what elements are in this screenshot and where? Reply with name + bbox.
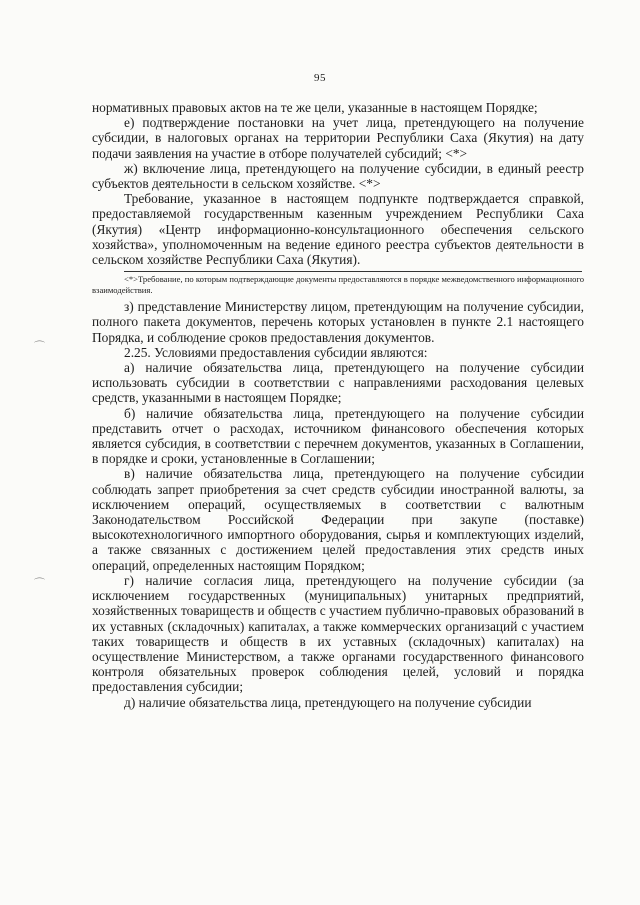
paragraph: 2.25. Условиями предоставления субсидии являются: <box>124 344 428 360</box>
page-number: 95 <box>314 72 326 84</box>
document-body <box>92 100 584 710</box>
paragraph: ж) включение лица, претендующего на получение субсидии, в единый реестр субъектов деятельности в сельском хозяйстве. <*> <box>92 160 584 192</box>
paragraph: д) наличие обязательства лица, претендующего на получение субсидии <box>124 694 532 710</box>
paragraph: Требование, указанное в настоящем подпункте подтверждается справкой, предоставляемой государственным казенным учреждением Республики Саха (Якутия) «Центр информационно-консультационного обеспечения сельского хозяйства», уполномоченным на ведение единого реестра субъектов деятельности в сельском хозяйстве Республики Саха (Якутия). <box>92 191 584 268</box>
paragraph: з) представление Министерству лицом, претендующим на получение субсидии, полного пакета документов, перечень которых установлен в пункте 2.1 настоящего Порядка, и соблюдение сроков предоставления документов. <box>92 299 584 345</box>
paragraph: е) подтверждение постановки на учет лица, претендующего на получение субсидии, в налоговых органах на территории Республики Саха (Якутия) на дату подачи заявления на участие в отборе получателей субсидий; <*> <box>92 115 584 161</box>
margin-mark: ⌒ <box>34 341 45 353</box>
footnote: <*>Требование, по которым подтверждающие документы предоставляются в порядке межведомственного информационного взаимодействия. <box>92 274 584 296</box>
margin-mark: ⌒ <box>34 578 45 590</box>
paragraph: б) наличие обязательства лица, претендующего на получение субсидии представить отчет о расходах, источником финансового обеспечения которых является субсидия, в соответствии с перечнем документов, указанных в Соглашении, в порядке и сроки, установленные в Соглашении; <box>92 405 584 467</box>
paragraph: а) наличие обязательства лица, претендующего на получение субсидии использовать субсидии в соответствии с направлениями расходования целевых средств, указанными в настоящем Порядке; <box>92 360 584 406</box>
paragraph: нормативных правовых актов на те же цели, указанные в настоящем Порядке; <box>92 100 538 115</box>
footnote-divider <box>124 271 582 272</box>
paragraph: г) наличие согласия лица, претендующего на получение субсидии (за исключением государственных (муниципальных) унитарных предприятий, хозяйственных товариществ и обществ с участием публично-правовых образований в их уставных (складочных) капиталах, а также коммерческих организаций с участием таких товариществ и обществ в их уставных (складочных) капиталах) на осуществление Министерством, а также органами государственного финансового контроля обязательных проверок соблюдения целей, условий и порядка предоставления субсидии; <box>92 572 584 695</box>
paragraph: в) наличие обязательства лица, претендующего на получение субсидии соблюдать запрет приобретения за счет средств субсидии иностранной валюты, за исключением операций, осуществляемых в соответствии с валютным Законодательством Российской Федерации при закупе (поставке) высокотехнологичного импортного оборудования, сырья и комплектующих изделий, а также связанных с достижением целей предоставления этих средств иных операций, определенных настоящим Порядком; <box>92 466 584 573</box>
